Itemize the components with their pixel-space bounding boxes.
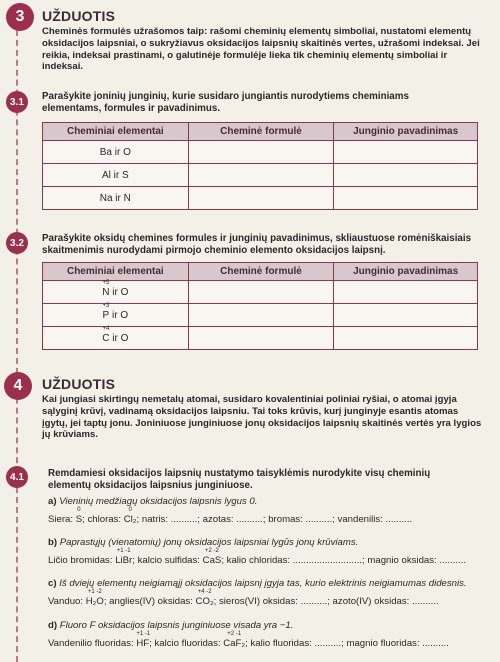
task-3-badge: 3: [6, 3, 34, 31]
answer-cell[interactable]: [188, 281, 334, 304]
subtask-4-1-badge: 4.1: [6, 466, 28, 488]
subtask-3-2-badge: 3.2: [6, 232, 28, 254]
margin-dashed-line: [16, 20, 18, 662]
answer-cell[interactable]: [334, 164, 478, 187]
item-d-answer: Vandenilio fluoridas: +1 -1 HF; kalcio fluoridas: +2 -1 CaF₂; kalio fluoridas: ..........; magnio fluoridas: ..........: [48, 631, 449, 649]
task-4-heading: UŽDUOTIS: [42, 376, 116, 392]
item-c-prompt: c) Iš dviejų elementų neigiamąjį oksidacijos laipsnį įgyja tas, kurio elektrinis neigiamumas didesnis.: [48, 578, 467, 589]
item-a-answer: Siera: 0 S; chloras: 0 Cl₂; natris: ..........; azotas: ..........; bromas: ..........; vandenilis: ..........: [48, 507, 413, 525]
answer-cell[interactable]: [188, 187, 334, 210]
subtask-4-1-instruction: Remdamiesi oksidacijos laipsnių nustatymo taisyklėmis nurodykite visų cheminių elementų oksidacijos laipsnius junginiuose.: [48, 468, 431, 491]
col-header: Cheminiai elementai: [43, 123, 189, 141]
item-c-answer: Vanduo: +1 -2 H₂O; anglies(IV) oksidas: +4 -2 CO₂; sieros(VI) oksidas: ..........; azoto(IV) oksidas: ..........: [48, 589, 439, 607]
answer-cell[interactable]: [188, 327, 334, 350]
task-4-intro: Kai jungiasi skirtingų nemetalų atomai, susidaro kovalentiniai poliniai ryšiai, o atomai įgyja sąlyginį krūvį, vadinamą oksidacijos laipsniu. Tai toks krūvis, kurį junginyje esantis atomas įgytų, jei taptų jonu. Joniniuose junginiuose jonų oksidacijos laipsnių skaitinės vertės yra lygios jų krūviams.: [42, 394, 482, 441]
answer-cell[interactable]: [334, 281, 478, 304]
item-a-prompt: a) Vieninių medžiagų oksidacijos laipsnis lygus 0.: [48, 496, 258, 507]
subtask-3-1-instruction: Parašykite joninių junginių, kurie susidaro jungiantis nurodytiems cheminiams elementams, formules ir pavadinimus.: [42, 91, 409, 114]
answer-cell[interactable]: [188, 304, 334, 327]
answer-cell[interactable]: [334, 327, 478, 350]
answer-cell[interactable]: [334, 304, 478, 327]
table-row: Na ir N: [43, 187, 478, 210]
answer-cell[interactable]: [334, 187, 478, 210]
answer-cell[interactable]: [188, 141, 334, 164]
table-row: +5 N ir O: [43, 281, 478, 304]
col-header: Junginio pavadinimas: [334, 123, 478, 141]
answer-cell[interactable]: [188, 164, 334, 187]
col-header: Cheminiai elementai: [43, 263, 189, 281]
task-3-heading: UŽDUOTIS: [42, 8, 116, 24]
item-b-prompt: b) Paprastųjų (vienatomių) jonų oksidacijos laipsniai lygūs jonų krūviams.: [48, 537, 359, 548]
col-header: Cheminė formulė: [188, 123, 334, 141]
item-d-prompt: d) Fluoro F oksidacijos laipsnis junginiuose visada yra −1.: [48, 620, 294, 631]
answer-cell[interactable]: [334, 141, 478, 164]
table-row: Ba ir O: [43, 141, 478, 164]
task-4-badge: 4: [4, 372, 32, 400]
table-3-2: [42, 262, 478, 350]
col-header: Cheminė formulė: [188, 263, 334, 281]
item-b-answer: Ličio bromidas: +1 -1 LiBr; kalcio sulfidas: +2 -2 CaS; kalio chloridas: ..........................; magnio oksidas: ..........: [48, 548, 467, 566]
table-row: +4 C ir O: [43, 327, 478, 350]
table-row: +3 P ir O: [43, 304, 478, 327]
table-3-1: [42, 122, 478, 210]
subtask-3-1-badge: 3.1: [6, 91, 28, 113]
task-3-intro: Cheminės formulės užrašomos taip: rašomi cheminių elementų simboliai, nustatomi elementų oksidacijos laipsniai, o sukryžiavus oksidacijos laipsnių skaitinės vertes, užrašomi indeksai. Jei reikia, indeksai prastinami, o galutinėje formulėje lieka tik cheminių elementų simboliai ir indeksai.: [42, 26, 480, 73]
subtask-3-2-instruction: Parašykite oksidų chemines formules ir junginių pavadinimus, skliaustuose romėniškaisiais skaitmenimis nurodydami pirmojo cheminio elemento oksidacijos laipsnį.: [42, 233, 472, 256]
col-header: Junginio pavadinimas: [334, 263, 478, 281]
table-row: Al ir S: [43, 164, 478, 187]
